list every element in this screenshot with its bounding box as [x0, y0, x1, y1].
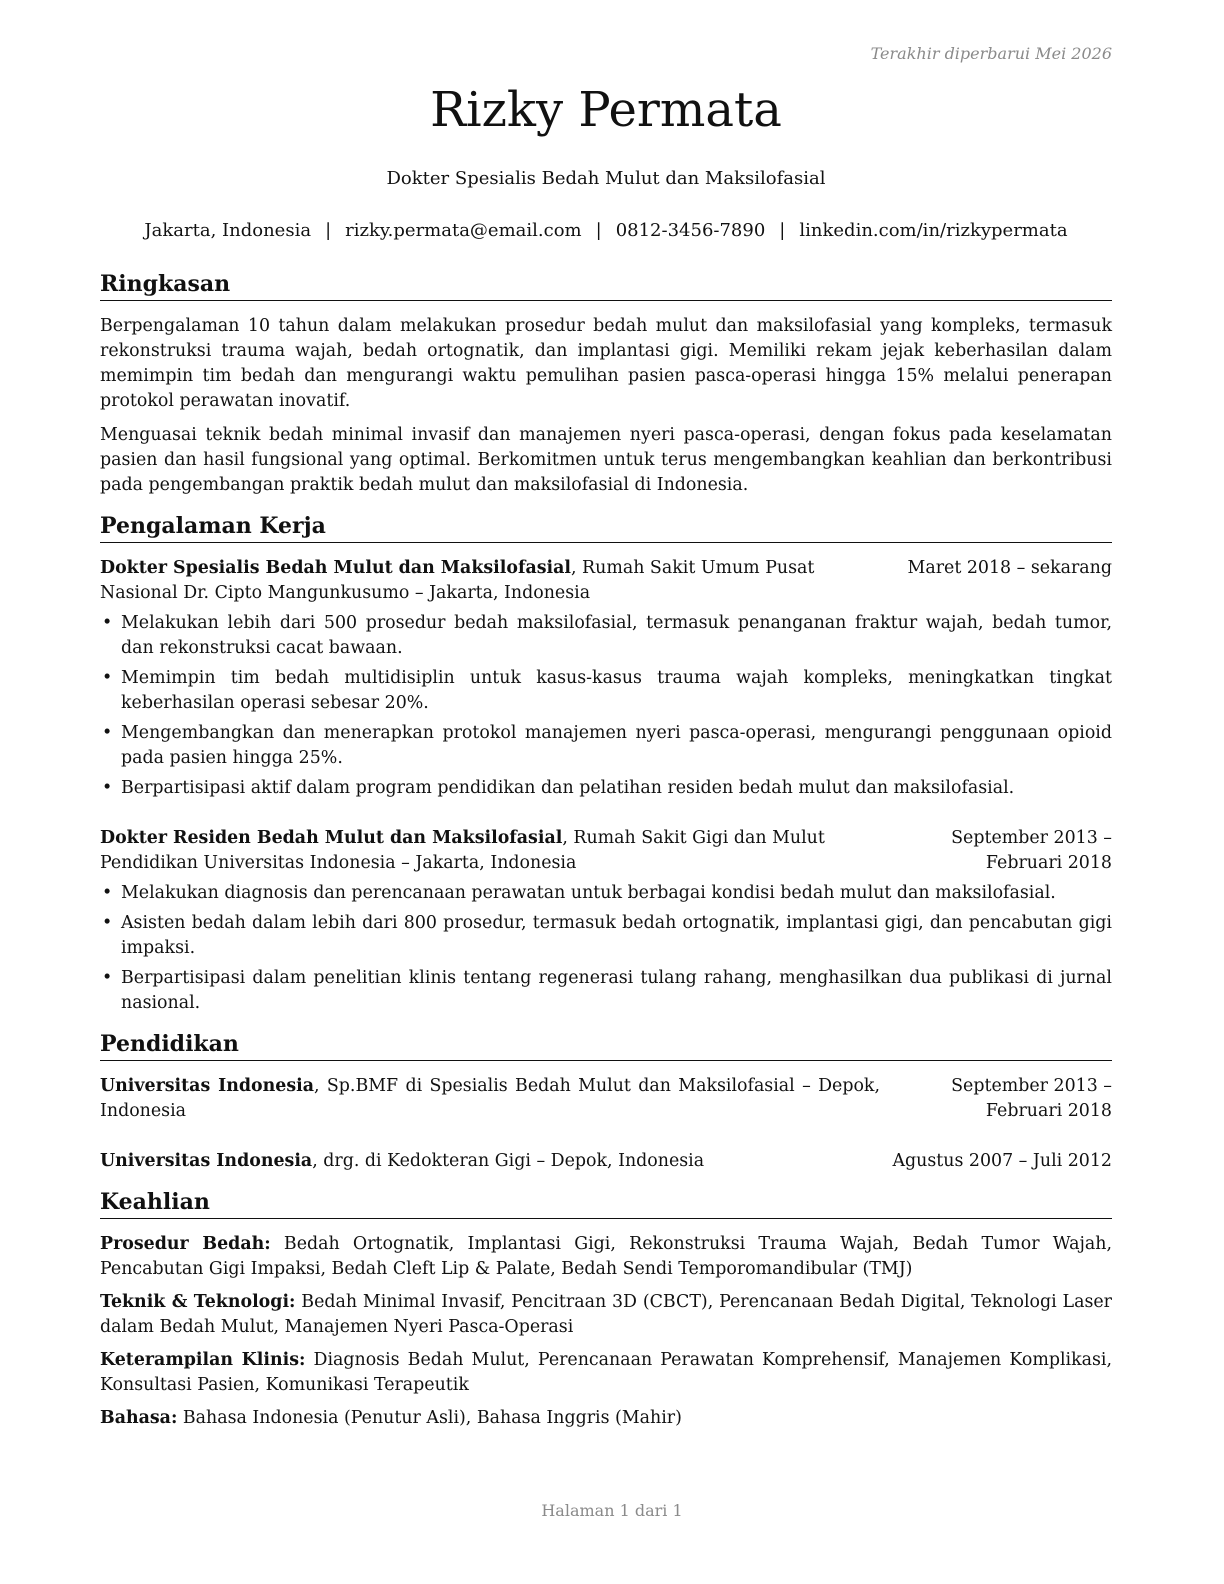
last-updated: Terakhir diperbarui Mei 2026	[870, 44, 1112, 63]
section-title-experience: Pengalaman Kerja	[100, 512, 1112, 543]
job-bullet: • Melakukan diagnosis dan perencanaan perawatan untuk berbagai kondisi bedah mulut dan maksilofasial.	[102, 883, 1056, 903]
page-number: Halaman 1 dari 1	[541, 1501, 683, 1520]
contact-separator: |	[325, 220, 332, 241]
contact-phone: 0812-3456-7890	[615, 220, 766, 241]
skill-label: Teknik & Teknologi:	[100, 1292, 296, 1312]
contact-line	[100, 219, 1112, 243]
job-dates: Maret 2018 – sekarang	[907, 558, 1112, 578]
job-organization: , Rumah Sakit Umum Pusat Nasional Dr. Cipto Mangunkusumo – Jakarta, Indonesia	[100, 558, 815, 603]
section-title-skills: Keahlian	[100, 1188, 1112, 1219]
summary-paragraph: Menguasai teknik bedah minimal invasif dan manajemen nyeri pasca-operasi, dengan fokus pada keselamatan pasien dan hasil fungsional yang optimal. Berkomitmen untuk terus mengembangkan keahlian dan berkontribusi pada pengembangan praktik bedah mulut dan maksilofasial di Indonesia.	[100, 425, 1112, 495]
education-dates: September 2013 – Februari 2018	[951, 1076, 1112, 1121]
skill-value: Bedah Ortognatik, Implantasi Gigi, Rekonstruksi Trauma Wajah, Bedah Tumor Wajah, Pencabutan Gigi Impaksi, Bedah Cleft Lip & Palate, Bedah Sendi Temporomandibular (TMJ)	[100, 1234, 1112, 1279]
skills-section	[100, 1188, 1112, 1431]
skill-line	[100, 1290, 1112, 1340]
degree-detail: , drg. di Kedokteran Gigi – Depok, Indonesia	[312, 1151, 705, 1171]
contact-separator: |	[779, 220, 786, 241]
experience-section	[100, 512, 1112, 1016]
contact-linkedin[interactable]: linkedin.com/in/rizkypermata	[799, 220, 1068, 241]
section-title-education: Pendidikan	[100, 1030, 1112, 1061]
contact-email[interactable]: rizky.permata@email.com	[345, 220, 582, 241]
section-title-summary: Ringkasan	[100, 270, 1112, 301]
education-dates: Agustus 2007 – Juli 2012	[892, 1151, 1112, 1171]
job-bullet: • Mengembangkan dan menerapkan protokol manajemen nyeri pasca-operasi, mengurangi penggunaan opioid pada pasien hingga 25%.	[102, 723, 1112, 768]
job-bullet: • Berpartisipasi aktif dalam program pendidikan dan pelatihan residen bedah mulut dan maksilofasial.	[102, 778, 1015, 798]
skill-value: Diagnosis Bedah Mulut, Perencanaan Perawatan Komprehensif, Manajemen Komplikasi, Konsultasi Pasien, Komunikasi Terapeutik	[100, 1350, 1113, 1395]
education-entry	[100, 1074, 1112, 1124]
skill-line	[100, 1348, 1112, 1398]
job-bullet: • Asisten bedah dalam lebih dari 800 prosedur, termasuk bedah ortognatik, implantasi gigi, dan pencabutan gigi impaksi.	[102, 913, 1112, 958]
degree-detail: , Sp.BMF di Spesialis Bedah Mulut dan Maksilofasial – Depok, Indonesia	[100, 1076, 880, 1121]
job-role: Dokter Spesialis Bedah Mulut dan Maksilofasial	[100, 558, 571, 578]
skill-line	[100, 1232, 1112, 1282]
job-bullet: • Melakukan lebih dari 500 prosedur bedah maksilofasial, termasuk penanganan fraktur wajah, bedah tumor, dan rekonstruksi cacat bawaan.	[102, 613, 1112, 658]
summary-section	[100, 270, 1112, 498]
skill-label: Bahasa:	[100, 1408, 178, 1428]
skill-label: Keterampilan Klinis:	[100, 1350, 306, 1370]
education-section	[100, 1030, 1112, 1174]
job-dates: September 2013 – Februari 2018	[951, 828, 1112, 873]
job-bullet: • Memimpin tim bedah multidisiplin untuk kasus-kasus trauma wajah kompleks, meningkatkan tingkat keberhasilan operasi sebesar 20%.	[102, 668, 1112, 713]
skill-value: Bedah Minimal Invasif, Pencitraan 3D (CBCT), Perencanaan Bedah Digital, Teknologi Laser dalam Bedah Mulut, Manajemen Nyeri Pasca-Operasi	[100, 1292, 1112, 1337]
skill-line	[100, 1406, 1112, 1431]
contact-location: Jakarta, Indonesia	[144, 220, 312, 241]
job-role: Dokter Residen Bedah Mulut dan Maksilofasial	[100, 828, 563, 848]
job-entry	[100, 556, 1112, 801]
job-organization: , Rumah Sakit Gigi dan Mulut Pendidikan Universitas Indonesia – Jakarta, Indonesia	[100, 828, 825, 873]
job-entry	[100, 826, 1112, 1016]
contact-separator: |	[595, 220, 602, 241]
summary-paragraph: Berpengalaman 10 tahun dalam melakukan prosedur bedah mulut dan maksilofasial yang kompleks, termasuk rekonstruksi trauma wajah, bedah ortognatik, dan implantasi gigi. Memiliki rekam jejak keberhasilan dalam memimpin tim bedah dan mengurangi waktu pemulihan pasien pasca-operasi hingga 15% melalui penerapan protokol perawatan inovatif.	[100, 316, 1112, 411]
skill-value: Bahasa Indonesia (Penutur Asli), Bahasa Inggris (Mahir)	[177, 1408, 682, 1428]
headline: Dokter Spesialis Bedah Mulut dan Maksilofasial	[386, 168, 826, 189]
school-name: Universitas Indonesia	[100, 1151, 313, 1171]
education-entry	[100, 1149, 1112, 1174]
job-bullet: • Berpartisipasi dalam penelitian klinis tentang regenerasi tulang rahang, menghasilkan dua publikasi di jurnal nasional.	[102, 968, 1112, 1013]
candidate-name: Rizky Permata	[430, 82, 782, 138]
school-name: Universitas Indonesia	[100, 1076, 315, 1096]
skill-label: Prosedur Bedah:	[100, 1234, 271, 1254]
resume-body	[100, 270, 1112, 1445]
